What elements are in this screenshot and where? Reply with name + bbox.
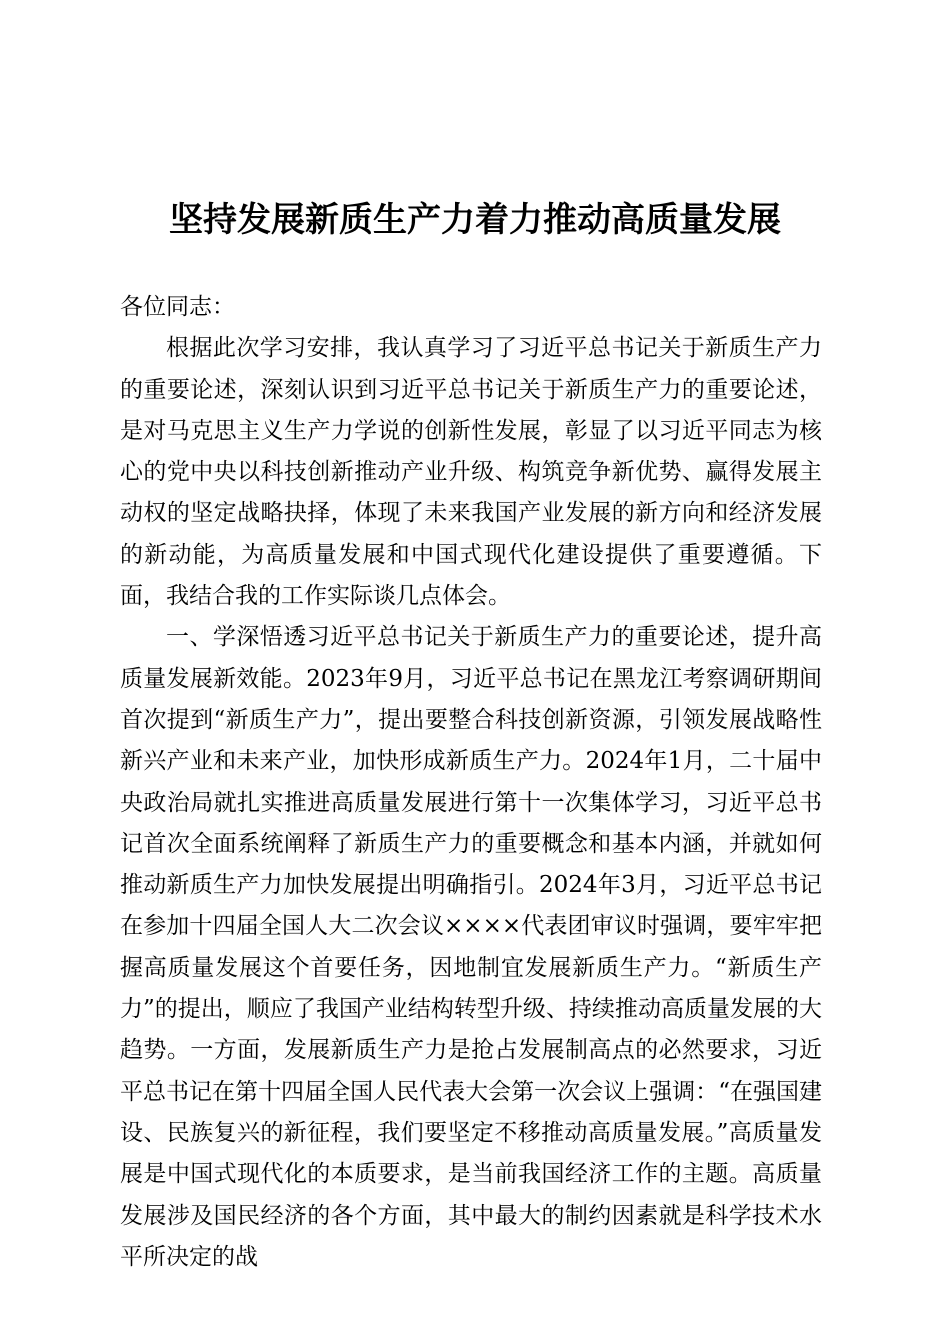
document-title: 坚持发展新质生产力着力推动高质量发展 <box>169 200 781 240</box>
document-body <box>120 287 822 1278</box>
paragraph-intro: 根据此次学习安排，我认真学习了习近平总书记关于新质生产力的重要论述，深刻认识到习近平总书记关于新质生产力的重要论述，是对马克思主义生产力学说的创新性发展，彰显了以习近平同志为核心的党中央以科技创新推动产业升级、构筑竞争新优势、赢得发展主动权的坚定战略抉择，体现了未来我国产业发展的新方向和经济发展的新动能，为高质量发展和中国式现代化建设提供了重要遵循。下面，我结合我的工作实际谈几点体会。 <box>120 335 822 610</box>
salutation: 各位同志： <box>120 294 235 320</box>
paragraph-section-one: 一、学深悟透习近平总书记关于新质生产力的重要论述，提升高质量发展新效能。2023年9月，习近平总书记在黑龙江考察调研期间首次提到“新质生产力”，提出要整合科技创新资源，引领发展战略性新兴产业和未来产业，加快形成新质生产力。2024年1月，二十届中央政治局就扎实推进高质量发展进行第十一次集体学习，习近平总书记首次全面系统阐释了新质生产力的重要概念和基本内涵，并就如何推动新质生产力加快发展提出明确指引。2024年3月，习近平总书记在参加十四届全国人大二次会议××××代表团审议时强调，要牢牢把握高质量发展这个首要任务，因地制宜发展新质生产力。“新质生产力”的提出，顺应了我国产业结构转型升级、持续推动高质量发展的大趋势。一方面，发展新质生产力是抢占发展制高点的必然要求，习近平总书记在第十四届全国人民代表大会第一次会议上强调：“在强国建设、民族复兴的新征程，我们要坚定不移推动高质量发展。”高质量发展是中国式现代化的本质要求，是当前我国经济工作的主题。高质量发展涉及国民经济的各个方面，其中最大的制约因素就是科学技术水平所决定的战 <box>120 624 822 1270</box>
